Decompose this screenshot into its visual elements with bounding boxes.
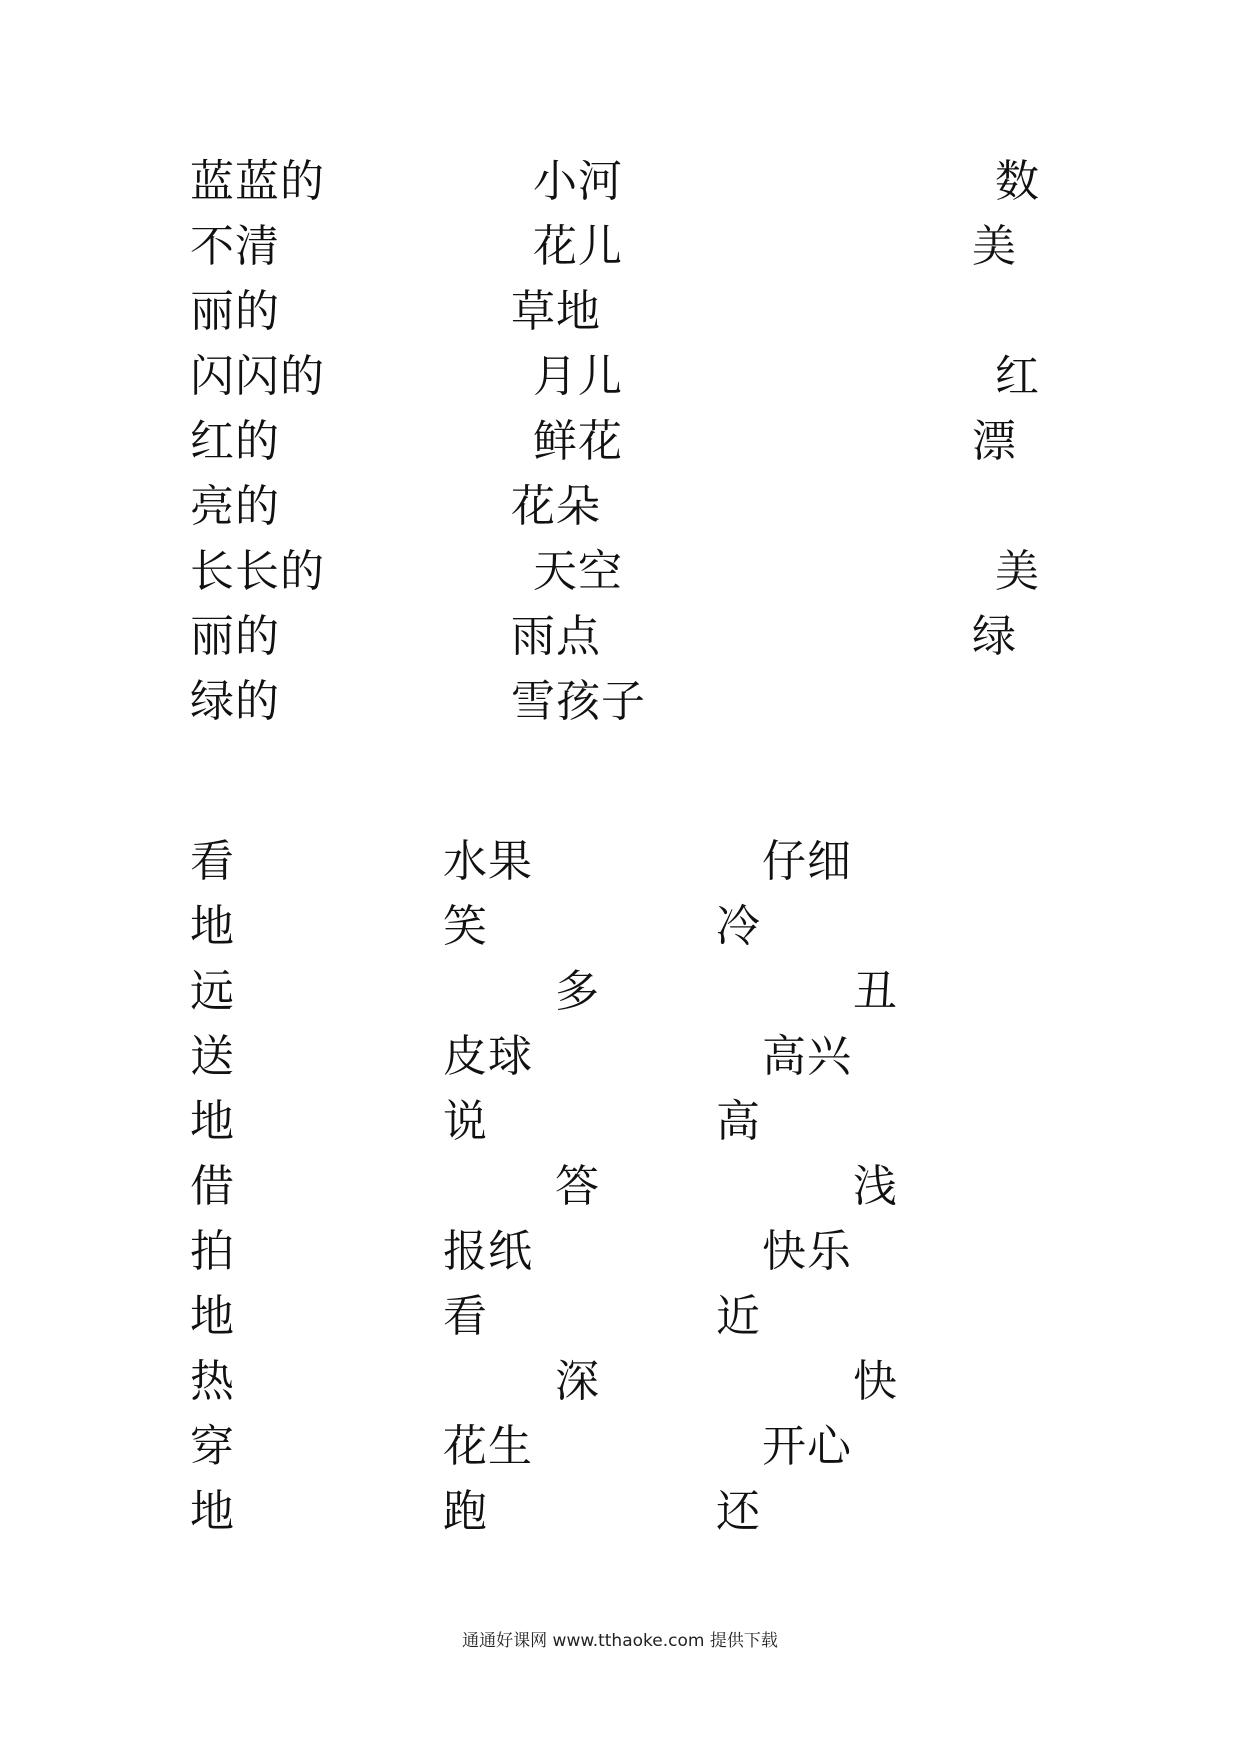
word-cell: 跑 xyxy=(443,1486,488,1537)
word-cell: 漂 xyxy=(972,416,1017,467)
word-cell: 绿 xyxy=(972,611,1017,662)
word-cell: 花朵 xyxy=(511,481,601,532)
word-cell: 深 xyxy=(555,1356,600,1407)
word-cell: 报纸 xyxy=(443,1226,533,1277)
page-footer: 通通好课网 www.tthaoke.com 提供下载 xyxy=(462,1631,778,1651)
word-cell: 蓝蓝的 xyxy=(190,156,325,207)
word-cell: 长长的 xyxy=(190,546,325,597)
word-cell: 地 xyxy=(190,1096,235,1147)
word-cell: 小河 xyxy=(533,156,623,207)
word-cell: 高兴 xyxy=(762,1031,852,1082)
word-cell: 丽的 xyxy=(190,611,280,662)
word-cell: 鲜花 xyxy=(533,416,623,467)
word-cell: 浅 xyxy=(853,1161,898,1212)
word-cell: 美 xyxy=(995,546,1040,597)
word-cell: 冷 xyxy=(716,901,761,952)
word-cell: 雪孩子 xyxy=(511,676,646,727)
word-cell: 借 xyxy=(190,1161,235,1212)
word-cell: 远 xyxy=(190,966,235,1017)
word-cell: 快乐 xyxy=(762,1226,852,1277)
word-cell: 看 xyxy=(443,1291,488,1342)
word-cell: 拍 xyxy=(190,1226,235,1277)
word-cell: 丑 xyxy=(853,966,898,1017)
word-cell: 美 xyxy=(972,221,1017,272)
word-cell: 闪闪的 xyxy=(190,351,325,402)
word-cell: 送 xyxy=(190,1031,235,1082)
word-cell: 高 xyxy=(716,1096,761,1147)
word-cell: 地 xyxy=(190,1291,235,1342)
word-cell: 开心 xyxy=(762,1421,852,1472)
word-cell: 花儿 xyxy=(533,221,623,272)
word-cell: 数 xyxy=(995,156,1040,207)
word-cell: 说 xyxy=(443,1096,488,1147)
word-cell: 快 xyxy=(853,1356,898,1407)
word-cell: 草地 xyxy=(511,286,601,337)
word-cell: 红 xyxy=(995,351,1040,402)
word-cell: 热 xyxy=(190,1356,235,1407)
word-cell: 皮球 xyxy=(443,1031,533,1082)
word-cell: 红的 xyxy=(190,416,280,467)
word-cell: 丽的 xyxy=(190,286,280,337)
word-cell: 花生 xyxy=(443,1421,533,1472)
word-cell: 地 xyxy=(190,901,235,952)
word-cell: 水果 xyxy=(443,836,533,887)
word-cell: 雨点 xyxy=(511,611,601,662)
word-cell: 看 xyxy=(190,836,235,887)
word-cell: 亮的 xyxy=(190,481,280,532)
word-cell: 仔细 xyxy=(762,836,852,887)
word-cell: 月儿 xyxy=(533,351,623,402)
word-cell: 答 xyxy=(555,1161,600,1212)
word-cell: 笑 xyxy=(443,901,488,952)
word-cell: 地 xyxy=(190,1486,235,1537)
word-cell: 绿的 xyxy=(190,676,280,727)
word-cell: 近 xyxy=(716,1291,761,1342)
word-cell: 多 xyxy=(555,966,600,1017)
word-cell: 还 xyxy=(716,1486,761,1537)
word-cell: 穿 xyxy=(190,1421,235,1472)
word-cell: 不清 xyxy=(190,221,280,272)
word-cell: 天空 xyxy=(533,546,623,597)
